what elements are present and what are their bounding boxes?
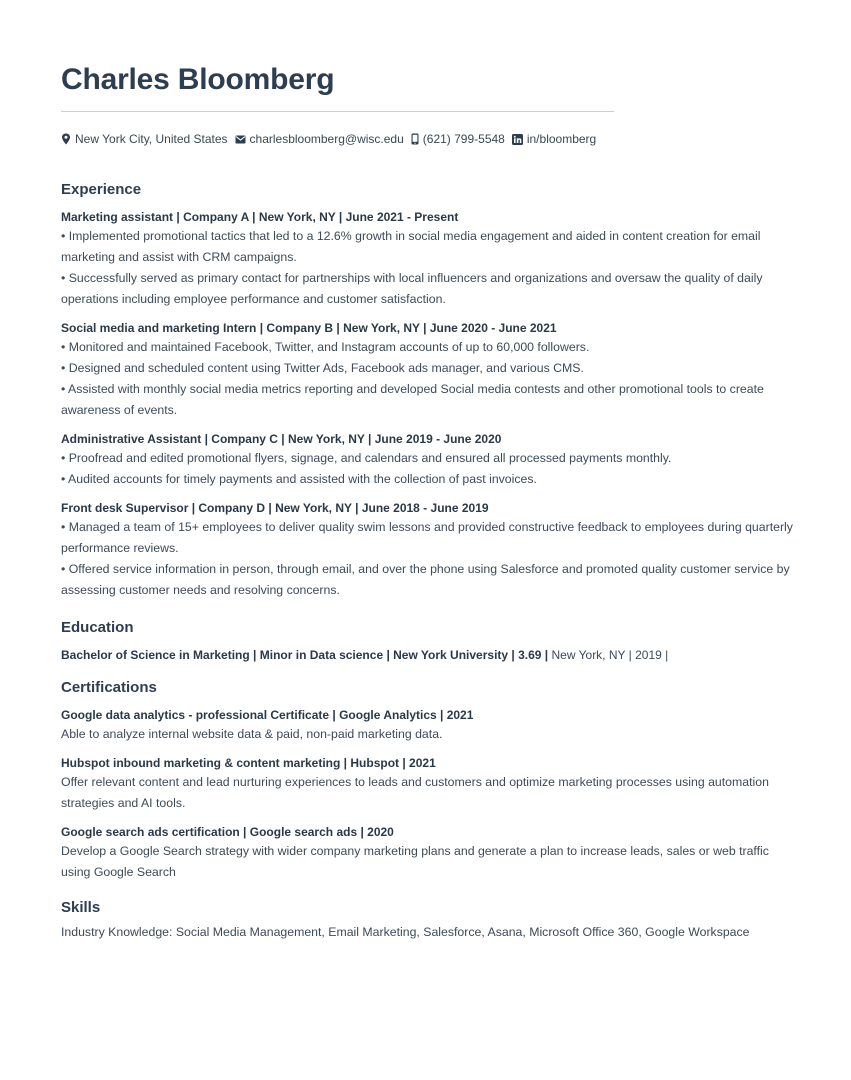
contact-location bbox=[61, 131, 228, 147]
experience-title: Social media and marketing Intern | Company B | New York, NY | June 2020 - June 2021 bbox=[61, 321, 557, 335]
email-text[interactable]: charlesbloomberg@wisc.edu bbox=[249, 132, 404, 146]
experience-heading: Experience bbox=[61, 181, 142, 198]
certification-description: Develop a Google Search strategy with wider company marketing plans and generate a plan to increase leads, sales or web traffic using Google Search bbox=[61, 844, 769, 879]
contact-phone bbox=[411, 131, 505, 147]
contact-linkedin[interactable] bbox=[512, 131, 596, 147]
linkedin-text[interactable]: in/bloomberg bbox=[526, 132, 597, 146]
experience-title: Marketing assistant | Company A | New York, NY | June 2021 - Present bbox=[61, 210, 459, 224]
email-icon bbox=[235, 135, 250, 144]
experience-bullet: • Designed and scheduled content using Twitter Ads, Facebook ads manager, and various CMS. bbox=[61, 361, 584, 375]
experience-entry bbox=[61, 320, 801, 421]
experience-title: Administrative Assistant | Company C | New York, NY | June 2019 - June 2020 bbox=[61, 432, 502, 446]
experience-bullet: • Offered service information in person, through email, and over the phone using Salesforce and promoted quality customer service by assessing customer needs and resolving concerns. bbox=[61, 562, 790, 597]
candidate-name: Charles Bloomberg bbox=[61, 63, 335, 96]
experience-entry bbox=[61, 209, 801, 310]
education-details: New York, NY | 2019 | bbox=[548, 648, 669, 662]
experience-bullet: • Audited accounts for timely payments and assisted with the collection of past invoices. bbox=[61, 472, 537, 486]
experience-title: Front desk Supervisor | Company D | New York, NY | June 2018 - June 2019 bbox=[61, 501, 489, 515]
education-heading: Education bbox=[61, 619, 134, 636]
skills-heading: Skills bbox=[61, 899, 101, 916]
experience-entry bbox=[61, 431, 801, 490]
experience-bullet: • Implemented promotional tactics that led to a 12.6% growth in social media engagement and aided in content creation for email marketing and assist with CRM campaigns. bbox=[61, 229, 761, 264]
experience-bullet: • Monitored and maintained Facebook, Twitter, and Instagram accounts of up to 60,000 followers. bbox=[61, 340, 590, 354]
certification-entry bbox=[61, 824, 801, 883]
certification-description: Offer relevant content and lead nurturing experiences to leads and customers and optimize marketing processes using automation strategies and AI tools. bbox=[61, 775, 769, 810]
phone-text: (621) 799-5548 bbox=[422, 132, 505, 146]
certification-title: Hubspot inbound marketing & content marketing | Hubspot | 2021 bbox=[61, 756, 436, 770]
experience-bullet: • Managed a team of 15+ employees to deliver quality swim lessons and provided constructive feedback to employees during quarterly performance reviews. bbox=[61, 520, 793, 555]
certification-entry bbox=[61, 755, 801, 814]
certification-title: Google search ads certification | Google search ads | 2020 bbox=[61, 825, 394, 839]
experience-bullet: • Assisted with monthly social media metrics reporting and developed Social media contests and other promotional tools to create awareness of events. bbox=[61, 382, 764, 417]
contact-email[interactable] bbox=[235, 131, 404, 147]
experience-bullet: • Successfully served as primary contact for partnerships with local influencers and organizations and oversaw the quality of daily operations including employee performance and customer satisfaction. bbox=[61, 271, 763, 306]
skills-list: Industry Knowledge: Social Media Management, Email Marketing, Salesforce, Asana, Microsoft Office 360, Google Workspace bbox=[61, 925, 750, 939]
contact-bar bbox=[61, 131, 801, 147]
phone-icon bbox=[411, 133, 423, 145]
certifications-heading: Certifications bbox=[61, 679, 157, 696]
certification-entry bbox=[61, 707, 801, 745]
certification-title: Google data analytics - professional Certificate | Google Analytics | 2021 bbox=[61, 708, 474, 722]
education-degree: Bachelor of Science in Marketing | Minor in Data science | New York University | 3.69 | bbox=[61, 648, 549, 662]
location-text: New York City, United States bbox=[75, 132, 228, 146]
linkedin-icon bbox=[512, 134, 527, 145]
experience-entry bbox=[61, 500, 801, 601]
experience-bullet: • Proofread and edited promotional flyers, signage, and calendars and ensured all processed payments monthly. bbox=[61, 451, 672, 465]
header-divider bbox=[61, 111, 614, 112]
certification-description: Able to analyze internal website data & paid, non-paid marketing data. bbox=[61, 727, 443, 741]
education-entry bbox=[61, 647, 801, 664]
location-pin-icon bbox=[61, 133, 75, 145]
